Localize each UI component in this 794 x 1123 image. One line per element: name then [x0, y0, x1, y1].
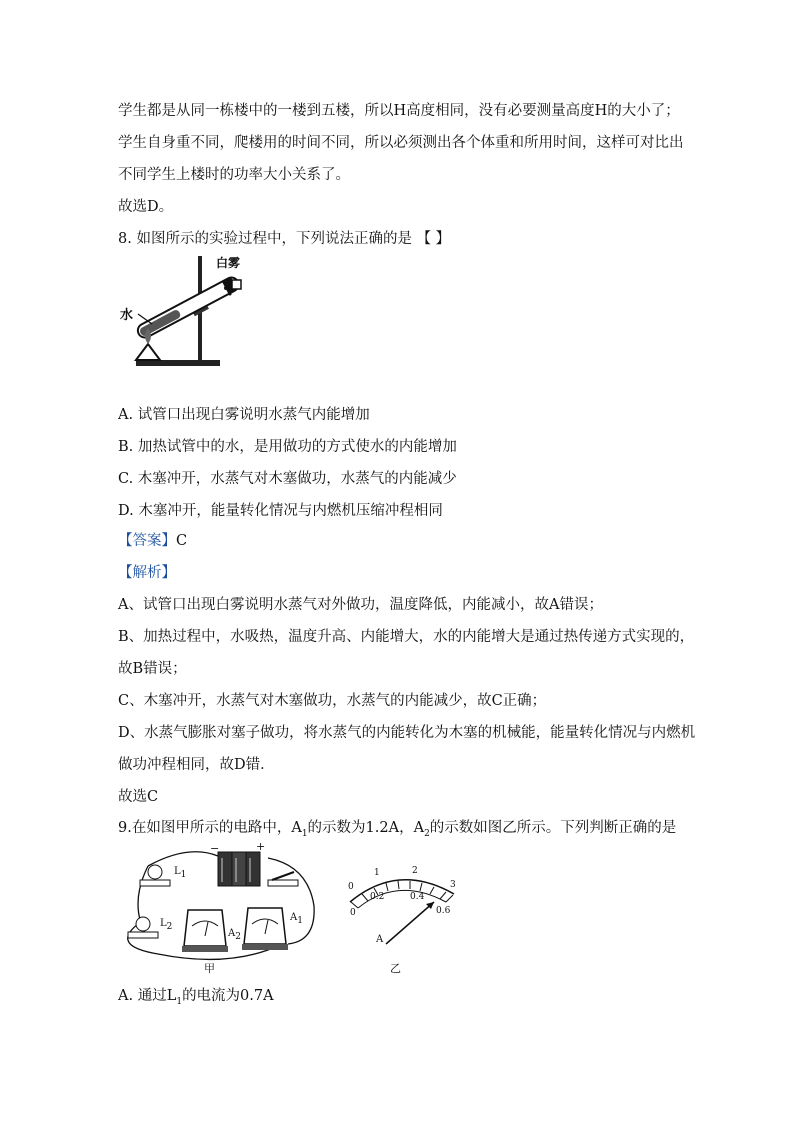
analysis-line: 做功冲程相同，故D错． — [118, 757, 275, 773]
stem-part: 9.在如图甲所示的电路中，A — [118, 820, 302, 836]
option-part: 的电流为0.7A — [182, 988, 274, 1004]
tick-bottom-0: 0 — [350, 908, 356, 918]
option-c: C. 木塞冲开，水蒸气对木塞做功，水蒸气的内能减少 — [118, 471, 457, 487]
figure-caption-jia: 甲 — [204, 962, 215, 975]
option-a: A. 试管口出现白雾说明水蒸气内能增加 — [118, 407, 370, 423]
label-l1: $L_1$ — [174, 866, 187, 880]
analysis-line: 故B错误； — [118, 661, 187, 677]
ammeter-a2 — [182, 910, 228, 952]
question-9-stem — [118, 818, 676, 838]
paragraph-line: 不同学生上楼时的功率大小关系了。 — [118, 167, 350, 183]
answer-value: C — [176, 533, 188, 549]
answer-line — [118, 531, 187, 551]
option-d: D. 木塞冲开，能量转化情况与内燃机压缩冲程相同 — [118, 503, 443, 519]
analysis-conclusion: 故选C — [118, 789, 159, 805]
lamp-l2 — [128, 917, 158, 938]
figure-caption-yi: 乙 — [390, 962, 401, 975]
subscript: 2 — [424, 828, 430, 839]
fog-label: 白雾 — [216, 256, 241, 270]
ammeter-dial-figure-yi — [330, 862, 460, 974]
tick-top-3: 3 — [450, 880, 456, 890]
question-8-stem: 8. 如图所示的实验过程中，下列说法正确的是 【 】 — [118, 231, 451, 247]
alcohol-lamp — [136, 344, 160, 360]
conclusion-line: 故选D。 — [118, 199, 174, 215]
label-a1: $A_1$ — [290, 912, 303, 926]
paragraph-line: 学生自身重不同，爬楼用的时间不同，所以必须测出各个体重和所用时间，这样可对比出 — [118, 135, 684, 151]
analysis-line: A、试管口出现白雾说明水蒸气对外做功，温度降低，内能减小，故A错误； — [118, 597, 603, 613]
dial-ticks — [351, 881, 453, 908]
test-tube — [135, 275, 240, 340]
tick-top-0: 0 — [348, 882, 354, 892]
popped-cork — [232, 280, 241, 289]
label-a2: $A_2$ — [228, 928, 241, 942]
dial-needle — [386, 902, 434, 944]
test-tube-experiment-figure — [118, 252, 258, 372]
water-label: 水 — [120, 308, 134, 323]
tick-top-2: 2 — [412, 866, 418, 876]
tick-top-1: 1 — [374, 868, 380, 878]
fog-dot — [224, 286, 228, 290]
analysis-tag: 【解析】 — [118, 565, 176, 581]
stem-part: 的示数如图乙所示。下列判断正确的是 — [429, 820, 677, 836]
stem-part: 的示数为1.2A，A — [307, 820, 425, 836]
q9-option-a — [118, 986, 274, 1006]
subscript: 1 — [301, 828, 308, 839]
unit-label: A — [376, 934, 384, 945]
label-plus: + — [256, 840, 266, 853]
option-part: A. 通过L — [118, 988, 177, 1004]
circuit-figure-jia — [118, 840, 323, 976]
analysis-line: C、木塞冲开，水蒸气对木塞做功，水蒸气的内能减少，故C正确； — [118, 693, 547, 709]
battery — [218, 852, 260, 886]
paragraph-line: 学生都是从同一栋楼中的一楼到五楼，所以H高度相同，没有必要测量高度H的大小了； — [118, 103, 680, 119]
tick-bottom-1: 0.2 — [370, 892, 385, 902]
switch — [268, 872, 298, 886]
tick-bottom-3: 0.6 — [436, 906, 451, 916]
analysis-line: B、加热过程中，水吸热，温度升高、内能增大，水的内能增大是通过热传递方式实现的， — [118, 629, 695, 645]
fog-dot — [229, 293, 232, 296]
ammeter-a1 — [242, 908, 288, 950]
analysis-line: D、水蒸气膨胀对塞子做功，将水蒸气的内能转化为木塞的机械能，能量转化情况与内燃机 — [118, 725, 696, 741]
lamp-l1 — [140, 865, 170, 886]
label-minus: − — [210, 842, 220, 855]
tick-bottom-2: 0.4 — [410, 892, 425, 902]
label-l2: $L_2$ — [160, 918, 173, 932]
subscript: 1 — [176, 996, 183, 1007]
option-b: B. 加热试管中的水，是用做功的方式使水的内能增加 — [118, 439, 457, 455]
answer-tag: 【答案】 — [118, 533, 176, 549]
